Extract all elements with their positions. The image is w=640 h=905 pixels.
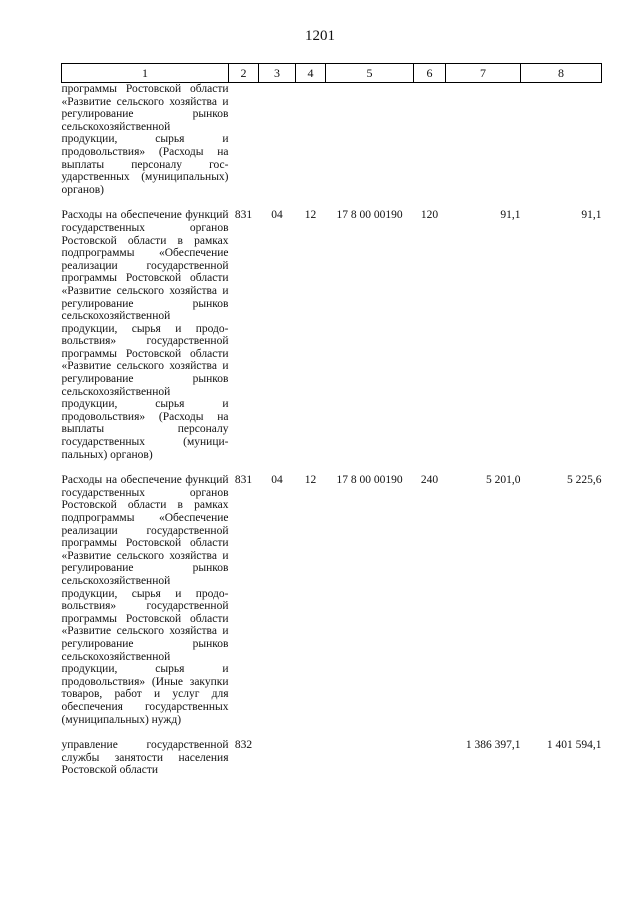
table-row	[62, 83, 602, 197]
row-sum-2: 5 225,6	[567, 474, 602, 487]
row-sum-2: 91,1	[581, 209, 602, 222]
row-csr	[326, 83, 414, 197]
row-ved: 832	[234, 739, 253, 752]
row-sum-1	[446, 83, 521, 197]
header-col-6: 6	[414, 64, 446, 83]
row-gap	[62, 726, 602, 739]
page-number: 1201	[305, 28, 335, 44]
row-csr: 17 8 00 00190	[336, 474, 403, 487]
row-ved: 831	[234, 474, 253, 487]
row-ved: 831	[234, 209, 253, 222]
row-sum-2	[521, 83, 602, 197]
row-sum-1: 1 386 397,1	[465, 739, 521, 752]
row-vr: 240	[420, 474, 439, 487]
header-col-5: 5	[326, 64, 414, 83]
row-gap	[62, 461, 602, 474]
row-pr: 12	[304, 209, 317, 222]
row-description: управление государственной службы занятости населения Ростовской области	[61, 739, 229, 777]
header-col-7: 7	[446, 64, 521, 83]
budget-table	[61, 63, 602, 777]
row-sum-2: 1 401 594,1	[546, 739, 602, 752]
row-pr: 12	[304, 474, 317, 487]
row-description: Расходы на обеспечение функций государственных органов Ростовской области в рамках подпрограммы «Обеспечение реализации государственной программы Ростовской области «Развитие сельского хозяйства и регулирование рынков сельскохозяйственной продукции, сырья и продовольствия» государственной программы Ростовской области «Развитие сельского хозяйства и регулирование рынков сельскохозяйственной продукции, сырья и продовольствия» (Расходы на выплаты персоналу государственных (муниципальных) органов)	[61, 209, 229, 461]
header-col-3: 3	[259, 64, 296, 83]
row-vr: 120	[420, 209, 439, 222]
table-row	[62, 209, 602, 461]
header-col-2: 2	[229, 64, 259, 83]
row-csr: 17 8 00 00190	[336, 209, 403, 222]
row-pr	[296, 83, 326, 197]
row-description: Расходы на обеспечение функций государственных органов Ростовской области в рамках подпрограммы «Обеспечение реализации государственной программы Ростовской области «Развитие сельского хозяйства и регулирование рынков сельскохозяйственной продукции, сырья и продовольствия» государственной программы Ростовской области «Развитие сельского хозяйства и регулирование рынков сельскохозяйственной продукции, сырья и продовольствия» (Иные закупки товаров, работ и услуг для обеспечения государственных (муниципальных) нужд)	[61, 474, 229, 726]
header-row	[62, 64, 602, 83]
row-sum-1: 91,1	[500, 209, 521, 222]
header-col-8: 8	[521, 64, 602, 83]
row-gap	[62, 196, 602, 209]
row-rz	[259, 83, 296, 197]
table-row	[62, 739, 602, 777]
row-rz: 04	[271, 209, 283, 222]
row-description: программы Ростовской области «Развитие сельского хозяйства и регулирование рынков сельскохозяйственной продукции, сырья и продовольствия» (Расходы на выплаты персоналу государственных (муниципальных) органов)	[61, 83, 229, 196]
row-ved	[229, 83, 259, 197]
table-row	[62, 474, 602, 726]
header-col-1: 1	[62, 64, 229, 83]
row-sum-1: 5 201,0	[486, 474, 521, 487]
row-rz	[259, 739, 296, 777]
row-csr	[326, 739, 414, 777]
row-rz: 04	[271, 474, 283, 487]
header-col-4: 4	[296, 64, 326, 83]
row-vr	[414, 83, 446, 197]
row-pr	[296, 739, 326, 777]
row-vr	[414, 739, 446, 777]
